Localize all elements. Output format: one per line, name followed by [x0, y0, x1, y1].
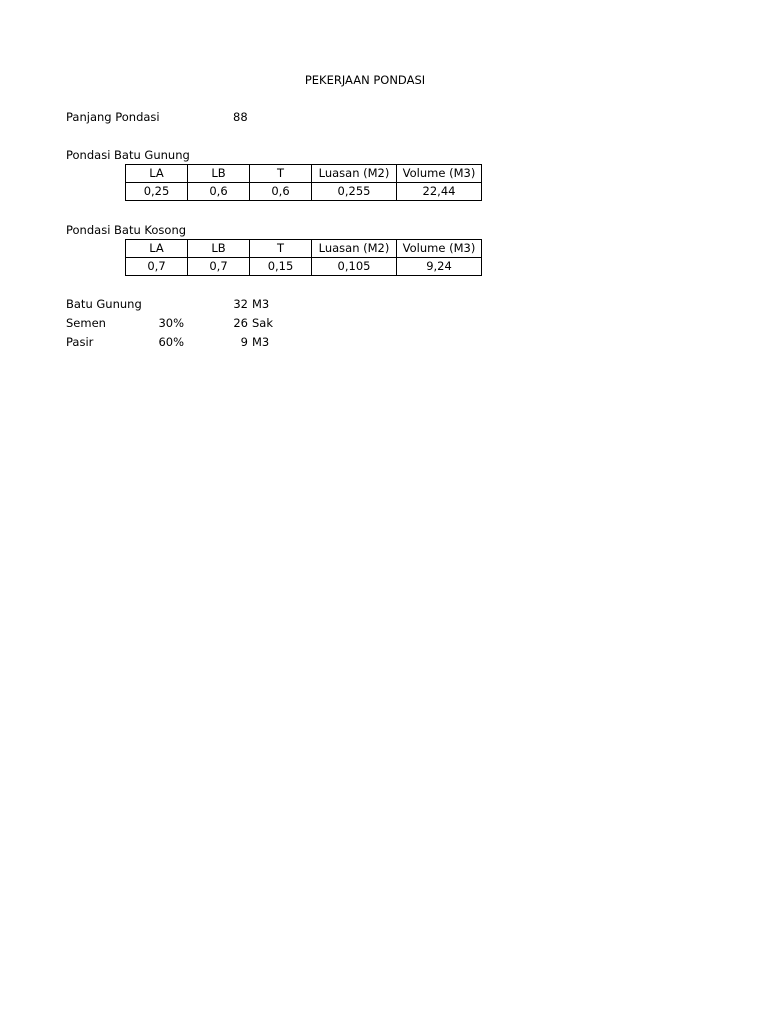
table-batu-kosong — [125, 239, 482, 276]
cell-lb: 0,6 — [188, 183, 250, 201]
material-unit-batu-gunung: M3 — [252, 297, 270, 311]
header-cell-lb: LB — [188, 240, 250, 258]
header-cell-la: LA — [126, 240, 188, 258]
cell-t: 0,6 — [250, 183, 312, 201]
header-cell-t: T — [250, 240, 312, 258]
material-unit-semen: Sak — [252, 316, 274, 330]
material-qty-pasir: 9 — [240, 335, 248, 349]
header-cell-luasan: Luasan (M2) — [312, 165, 397, 183]
cell-volume: 22,44 — [397, 183, 482, 201]
cell-luasan: 0,105 — [312, 258, 397, 276]
header-cell-t: T — [250, 165, 312, 183]
material-percent-pasir: 60% — [158, 335, 184, 349]
section-label-batu-kosong: Pondasi Batu Kosong — [66, 223, 187, 237]
header-cell-volume: Volume (M3) — [397, 165, 482, 183]
header-cell-la: LA — [126, 165, 188, 183]
material-unit-pasir: M3 — [252, 335, 270, 349]
panjang-pondasi-value: 88 — [233, 110, 248, 124]
header-cell-lb: LB — [188, 165, 250, 183]
material-name-semen: Semen — [66, 316, 106, 330]
cell-la: 0,25 — [126, 183, 188, 201]
cell-volume: 9,24 — [397, 258, 482, 276]
header-cell-volume: Volume (M3) — [397, 240, 482, 258]
table-header-row — [126, 165, 482, 183]
material-qty-batu-gunung: 32 — [233, 297, 248, 311]
table-header-row — [126, 240, 482, 258]
panjang-pondasi-label: Panjang Pondasi — [66, 110, 160, 124]
cell-lb: 0,7 — [188, 258, 250, 276]
cell-t: 0,15 — [250, 258, 312, 276]
cell-la: 0,7 — [126, 258, 188, 276]
table-batu-gunung — [125, 164, 482, 201]
section-label-batu-gunung: Pondasi Batu Gunung — [66, 148, 190, 162]
cell-luasan: 0,255 — [312, 183, 397, 201]
page-title: PEKERJAAN PONDASI — [304, 73, 426, 87]
header-cell-luasan: Luasan (M2) — [312, 240, 397, 258]
table-row — [126, 183, 482, 201]
material-name-pasir: Pasir — [66, 335, 94, 349]
material-name-batu-gunung: Batu Gunung — [66, 297, 142, 311]
material-percent-semen: 30% — [158, 316, 184, 330]
material-qty-semen: 26 — [233, 316, 248, 330]
table-row — [126, 258, 482, 276]
